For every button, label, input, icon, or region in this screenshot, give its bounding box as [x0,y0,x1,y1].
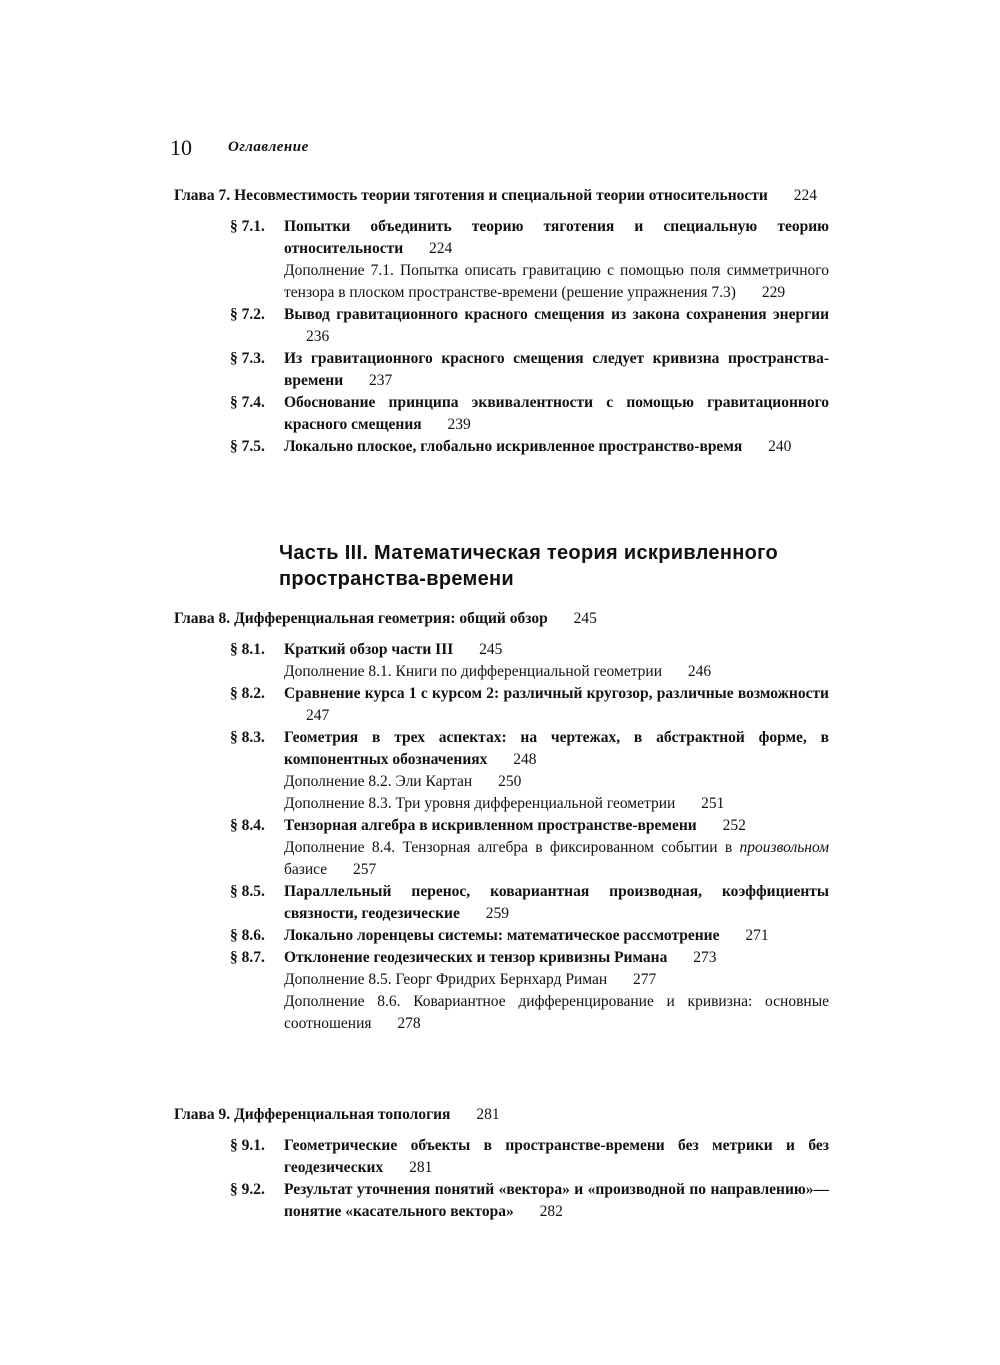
section-number: § 8.2. [230,685,265,702]
page-ref: 248 [513,751,537,768]
section-number: § 7.1. [230,218,265,235]
supplement-label: Дополнение 8.1. [284,663,392,680]
section-title: Геометрические объекты в пространстве-времени без метрики и без геодезических [284,1137,829,1176]
section-number: § 8.7. [230,949,265,966]
section-8-1 [174,639,829,683]
supplement-label: Дополнение 8.4. [284,839,396,856]
supplement-8-1 [284,661,829,683]
section-8-5 [174,881,829,925]
supplement-7-1 [284,260,829,304]
section-title: Обоснование принципа эквивалентности с помощью гравитационного красного смещения [284,394,829,433]
supplement-title: Попытка описать гравитацию с помощью поля симметричного тензора в плоском пространстве-времени (решение упражнения 7.3) [284,262,829,301]
supplement-label: Дополнение 8.5. [284,971,392,988]
section-title: Из гравитационного красного смещения следует кривизна пространства-времени [284,350,829,389]
page-ref: 229 [761,284,786,301]
section-title: Локально лоренцевы системы: математическое рассмотрение [284,927,720,944]
supplement-title: Эли Картан [395,773,473,790]
section-title: Отклонение геодезических и тензор кривизны Римана [284,949,668,966]
supplement-label: Дополнение 8.3. [284,795,392,812]
part-heading-line-1: Часть III. Математическая теория искривленного [279,542,778,564]
page-ref: 277 [633,971,657,988]
chapter-label: Глава 8. [174,610,231,627]
section-7-4 [174,392,829,436]
section-number: § 9.2. [230,1181,265,1198]
supplement-8-3 [284,793,829,815]
section-7-5 [174,436,829,458]
section-number: § 7.3. [230,350,265,367]
section-number: § 8.4. [230,817,265,834]
section-7-3 [174,348,829,392]
page-ref: 273 [693,949,717,966]
section-title: Краткий обзор части III [284,641,454,658]
chapter-7-heading [174,185,829,207]
page-ref: 246 [687,663,712,680]
section-title: Параллельный перенос, ковариантная производная, коэффициенты связности, геодезические [284,883,829,922]
page-ref: 240 [768,438,792,455]
chapter-title: Дифференциальная топология [234,1106,451,1123]
page-ref: 281 [409,1159,433,1176]
section-title: Геометрия в трех аспектах: на чертежах, в абстрактной форме, в компонентных обозначениях [284,729,829,768]
supplement-title: Ковариантное дифференцирование и кривизна: основные соотношения [284,993,830,1032]
page-ref: 259 [485,905,509,922]
supplement-8-6 [284,991,829,1035]
section-7-2 [174,304,829,348]
section-9-2 [174,1179,829,1223]
page-ref: 281 [476,1106,500,1123]
section-8-3 [174,727,829,815]
section-title: Тензорная алгебра в искривленном пространстве-времени [284,817,697,834]
page-ref: 271 [745,927,769,944]
page-ref: 245 [573,610,597,627]
section-title: Сравнение курса 1 с курсом 2: различный кругозор, различные возможности [284,685,829,702]
chapter-7-sections [174,216,829,458]
section-title: Локально плоское, глобально искривленное пространство-время [284,438,743,455]
supplement-8-4 [284,837,829,881]
section-9-1 [174,1135,829,1179]
section-number: § 8.1. [230,641,265,658]
page-ref: 278 [397,1015,421,1032]
section-number: § 8.6. [230,927,265,944]
page-ref: 237 [369,372,393,389]
supplement-title: Георг Фридрих Бернхард Риман [395,971,608,988]
section-8-2 [174,683,829,727]
section-title: Вывод гравитационного красного смещения из закона сохранения энергии [284,306,829,323]
section-number: § 7.4. [230,394,265,411]
supplement-8-5 [284,969,829,991]
page-number: 10 [170,135,192,160]
chapter-8-sections [174,639,829,1035]
section-7-1 [174,216,829,304]
supplement-title: Три уровня дифференциальной геометрии [395,795,676,812]
page-ref: 250 [498,773,522,790]
section-number: § 8.5. [230,883,265,900]
page-ref: 224 [429,240,453,257]
section-number: § 7.5. [230,438,265,455]
supplement-title: Книги по дифференциальной геометрии [395,663,663,680]
section-number: § 8.3. [230,729,265,746]
supplement-label: Дополнение 8.6. [284,993,401,1010]
section-8-4 [174,815,829,881]
supplement-title-emphasis: произвольном [739,839,830,856]
section-title: Попытки объединить теорию тяготения и специальную теорию относительности [284,218,829,257]
section-8-7 [174,947,829,1035]
page-ref: 251 [701,795,725,812]
supplement-label: Дополнение 8.2. [284,773,392,790]
section-number: § 9.1. [230,1137,265,1154]
section-8-6 [174,925,829,947]
chapter-7 [174,185,829,458]
page-ref: 224 [793,187,817,204]
section-number: § 7.2. [230,306,265,323]
running-title: Оглавление [228,139,309,155]
chapter-8 [174,608,829,1035]
page-ref: 239 [447,416,471,433]
chapter-9 [174,1104,829,1223]
chapter-label: Глава 9. [174,1106,231,1123]
supplement-8-2 [284,771,829,793]
page-ref: 247 [306,707,330,724]
supplement-title: Тензорная алгебра в фиксированном событии в [402,839,733,856]
part-heading [279,540,839,592]
section-title: Результат уточнения понятий «вектора» и «производной по направлению»— понятие «касательного вектора» [284,1181,829,1220]
chapter-9-heading [174,1104,829,1126]
chapter-title: Дифференциальная геометрия: общий обзор [234,610,548,627]
chapter-title: Несовместимость теории тяготения и специальной теории относительности [234,187,768,204]
page-ref: 245 [479,641,503,658]
page-ref: 252 [722,817,746,834]
supplement-title-end: базисе [284,861,328,878]
chapter-9-sections [174,1135,829,1223]
page-ref: 282 [539,1203,563,1220]
page-ref: 257 [353,861,377,878]
page-ref: 236 [306,328,330,345]
chapter-label: Глава 7. [174,187,231,204]
part-heading-line-2: пространства-времени [279,568,514,590]
chapter-8-heading [174,608,829,630]
supplement-label: Дополнение 7.1. [284,262,394,279]
